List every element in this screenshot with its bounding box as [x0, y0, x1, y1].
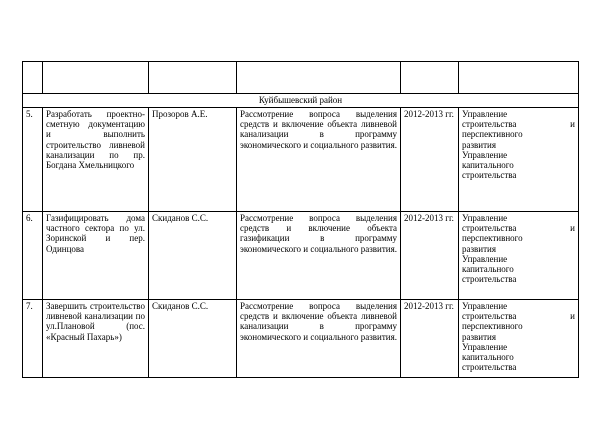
- responsible-cell: Прозоров А.Е.: [149, 108, 237, 212]
- organization-cell: [459, 108, 579, 212]
- org-line: развития: [462, 139, 497, 150]
- period-cell: 2012-2013 гг.: [401, 108, 459, 212]
- period-cell: 2012-2013 гг.: [401, 212, 459, 300]
- org-line: строительства: [462, 170, 517, 181]
- responsible-cell: Скиданов С.С.: [149, 300, 237, 378]
- org-line: строительства и: [462, 119, 575, 130]
- table-row: [23, 212, 579, 300]
- district-row: [23, 94, 579, 108]
- table-row: [23, 300, 579, 378]
- organization-cell: [459, 300, 579, 378]
- org-line: Управление: [462, 109, 508, 119]
- org-line: развития: [462, 331, 497, 342]
- action-cell: Рассмотрение вопроса выделения средств и включение объекта ливневой канализации в программу экономического и социального развития.: [237, 300, 401, 378]
- empty-cell: [237, 62, 401, 94]
- org-line: перспективного: [462, 129, 523, 140]
- action-cell: Рассмотрение вопроса выделения средств и включение объекта газификации в программу экономического и социального развития.: [237, 212, 401, 300]
- org-line: перспективного: [462, 321, 523, 332]
- empty-cell: [459, 62, 579, 94]
- district-header: Куйбышевский район: [23, 94, 579, 108]
- empty-cell: [43, 62, 149, 94]
- empty-cell: [149, 62, 237, 94]
- org-line: строительства: [462, 362, 517, 373]
- org-line: строительства и: [462, 223, 575, 234]
- table-row: [23, 108, 579, 212]
- org-line: перспективного: [462, 233, 523, 244]
- row-number: 5.: [23, 108, 43, 212]
- org-line: Управление: [462, 341, 508, 352]
- org-line: развития: [462, 243, 497, 254]
- task-cell: Газифицировать дома частного сектора по ул. Зоринской и пер. Одинцова: [43, 212, 149, 300]
- table-header-row-empty: [23, 62, 579, 94]
- period-cell: 2012-2013 гг.: [401, 300, 459, 378]
- row-number: 6.: [23, 212, 43, 300]
- org-line: капитального: [462, 160, 514, 171]
- org-line: Управление: [462, 253, 508, 264]
- org-line: Управление: [462, 301, 508, 311]
- plan-table: [22, 61, 579, 378]
- org-line: капитального: [462, 264, 514, 275]
- org-line: капитального: [462, 352, 514, 363]
- organization-cell: [459, 212, 579, 300]
- responsible-cell: Скиданов С.С.: [149, 212, 237, 300]
- empty-cell: [23, 62, 43, 94]
- task-cell: Завершить строительство ливневой канализации по ул.Плановой (пос. «Красный Пахарь»): [43, 300, 149, 378]
- org-line: Управление: [462, 213, 508, 223]
- empty-cell: [401, 62, 459, 94]
- row-number: 7.: [23, 300, 43, 378]
- org-line: строительства: [462, 274, 517, 285]
- org-line: строительства и: [462, 311, 575, 322]
- task-cell: Разработать проектно-сметную документацию и выполнить строительство ливневой канализации по пр. Богдана Хмельницкого: [43, 108, 149, 212]
- action-cell: Рассмотрение вопроса выделения средств и включение объекта ливневой канализации в программу экономического и социального развития.: [237, 108, 401, 212]
- org-line: Управление: [462, 149, 508, 160]
